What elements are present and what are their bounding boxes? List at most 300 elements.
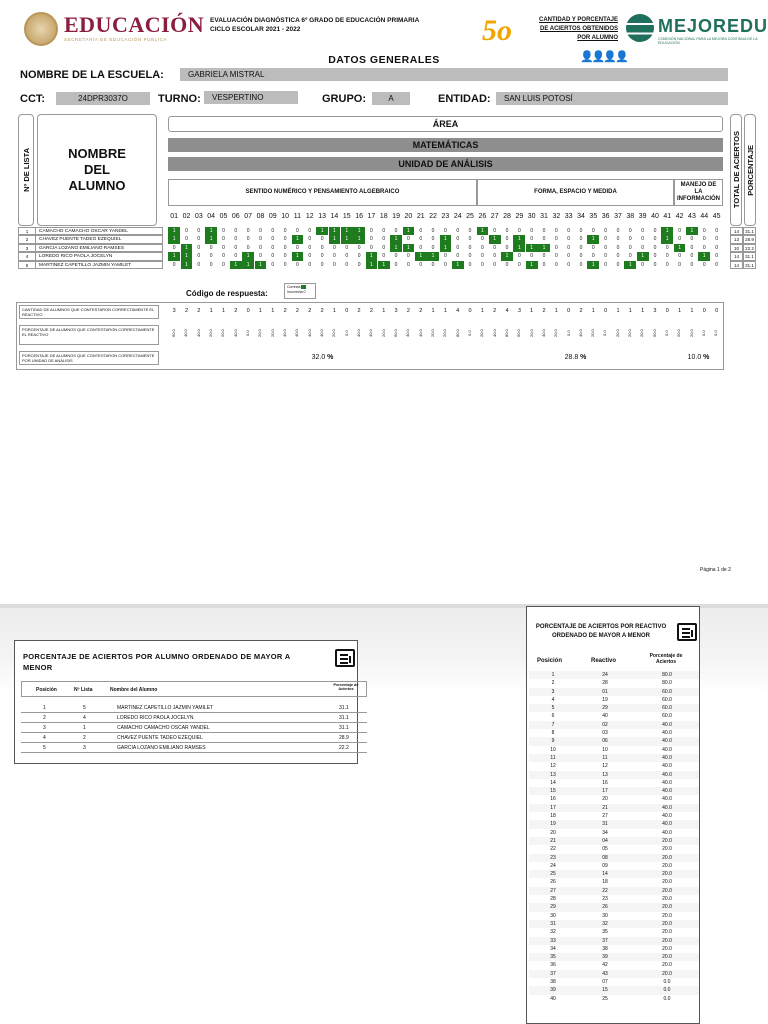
total-header: TOTAL DE ACIERTOS xyxy=(730,114,742,226)
item-number: 07 xyxy=(244,213,253,220)
stat-count: 1 xyxy=(641,308,645,314)
answer-correct: 1 xyxy=(242,252,254,260)
rank-student-name: GARCIA LOZANO EMILIANO RAMSES xyxy=(117,745,206,751)
answer-correct: 1 xyxy=(230,261,242,269)
answer-incorrect: 0 xyxy=(234,244,238,251)
item-rank-reactivo: 14 xyxy=(602,871,608,878)
item-rank-reactivo: 09 xyxy=(602,862,608,869)
answer-incorrect: 0 xyxy=(702,261,706,268)
stat-count: 1 xyxy=(271,308,275,314)
answer-incorrect: 0 xyxy=(690,261,694,268)
answer-incorrect: 0 xyxy=(382,228,386,234)
stat-pct: 40.0 xyxy=(232,329,238,338)
answer-incorrect: 0 xyxy=(197,244,201,251)
rank-percentage: 31.1 xyxy=(339,725,349,731)
answer-incorrect: 0 xyxy=(431,261,435,268)
answer-incorrect: 0 xyxy=(567,261,571,268)
answer-incorrect: 0 xyxy=(419,236,423,243)
stat-count: 1 xyxy=(431,308,435,314)
stat-pct: 20.0 xyxy=(688,329,694,338)
rank-percentage: 31.1 xyxy=(339,705,349,711)
answer-incorrect: 0 xyxy=(357,261,361,268)
item-rank-percentage: 60.0 xyxy=(662,713,672,720)
total-percentage: 31.1 xyxy=(743,252,756,260)
answer-incorrect: 0 xyxy=(480,253,484,260)
answer-correct: 1 xyxy=(353,227,365,235)
stat-count: 3 xyxy=(172,308,176,314)
item-rank-reactivo: 04 xyxy=(602,837,608,844)
answer-incorrect: 0 xyxy=(333,244,336,251)
answer-incorrect: 0 xyxy=(715,244,718,251)
answer-incorrect: 0 xyxy=(715,253,718,260)
totals-column xyxy=(730,227,756,269)
item-rank-reactivo: 38 xyxy=(602,945,608,952)
answer-correct: 1 xyxy=(587,261,599,269)
item-ranking-row xyxy=(529,953,699,961)
item-rank-percentage: 20.0 xyxy=(662,937,672,944)
answer-incorrect: 0 xyxy=(468,261,472,268)
item-ranking-row xyxy=(529,771,699,779)
item-rank-position: 34 xyxy=(550,945,556,952)
item-rank-reactivo: 06 xyxy=(602,738,608,745)
item-rank-reactivo: 35 xyxy=(602,929,608,936)
item-rank-percentage: 20.0 xyxy=(662,854,672,861)
item-ranking-row xyxy=(529,795,699,803)
student-ranking-rows xyxy=(21,703,367,753)
ranking-row xyxy=(21,703,367,713)
answer-incorrect: 0 xyxy=(431,244,435,251)
stat-pct: 20.0 xyxy=(442,329,448,338)
answer-correct: 1 xyxy=(452,261,464,269)
stat-pct: 40.0 xyxy=(577,329,583,338)
list-number: 4 xyxy=(18,252,36,260)
rank-position: 4 xyxy=(43,735,46,741)
item-ranking-rows xyxy=(529,671,699,1003)
item-rank-percentage: 20.0 xyxy=(662,954,672,961)
student-name: CAMACHO CAMACHO OSCAR YANDEL xyxy=(36,227,163,235)
stat-pct: 0.0 xyxy=(466,330,472,337)
item-ranking-row xyxy=(529,862,699,870)
answer-incorrect: 0 xyxy=(517,253,521,260)
answer-incorrect: 0 xyxy=(197,253,201,260)
stat-count: 2 xyxy=(234,308,238,314)
school-name-label: NOMBRE DE LA ESCUELA: xyxy=(20,69,164,81)
answer-incorrect: 0 xyxy=(333,253,336,260)
answer-incorrect: 0 xyxy=(517,261,521,268)
stat-pct: 60.0 xyxy=(651,329,657,338)
answer-incorrect: 0 xyxy=(259,244,262,251)
item-ranking-row xyxy=(529,870,699,878)
answer-incorrect: 0 xyxy=(493,244,497,251)
stat-pct: 0.0 xyxy=(343,330,349,337)
stat-count: 2 xyxy=(295,308,299,314)
item-number: 24 xyxy=(453,213,462,220)
answer-incorrect: 0 xyxy=(616,244,620,251)
answer-incorrect: 0 xyxy=(271,261,275,268)
item-rank-percentage: 40.0 xyxy=(662,754,672,761)
stat-pct: 80.0 xyxy=(503,329,509,338)
answer-incorrect: 0 xyxy=(259,236,262,243)
stat-count: 2 xyxy=(308,308,312,314)
answer-correct: 1 xyxy=(427,252,439,260)
stat-unit-row: 32.0 % 28.8 % 10.0 % xyxy=(311,354,710,361)
answer-incorrect: 0 xyxy=(542,236,546,243)
item-rank-position: 21 xyxy=(550,837,556,844)
stat-pct: 40.0 xyxy=(195,329,201,338)
item-rank-reactivo: 08 xyxy=(602,854,608,861)
answer-correct: 1 xyxy=(390,244,402,252)
answer-row xyxy=(168,227,723,235)
answer-correct: 1 xyxy=(255,261,267,269)
stat-count: 2 xyxy=(197,308,201,314)
item-number: 33 xyxy=(564,213,573,220)
answer-correct: 1 xyxy=(526,244,538,252)
students-group-icon: 👤👤👤👤 xyxy=(580,51,627,63)
answer-incorrect: 0 xyxy=(641,236,645,243)
answer-incorrect: 0 xyxy=(702,228,706,234)
item-rank-percentage: 20.0 xyxy=(662,929,672,936)
answer-row xyxy=(168,244,723,252)
mejoredu-logo: MEJOREDU COMISIÓN NACIONAL PARA LA MEJORA CONTINUA DE LA EDUCACIÓN xyxy=(626,14,766,44)
stat-pct: 0.0 xyxy=(701,330,707,337)
item-ranking-row xyxy=(529,995,699,1003)
answer-incorrect: 0 xyxy=(517,228,521,234)
answer-incorrect: 0 xyxy=(246,244,250,251)
item-ranking-row xyxy=(529,804,699,812)
rank-percentage: 31.1 xyxy=(339,715,349,721)
stat-pct: 40.0 xyxy=(306,329,312,338)
answer-incorrect: 0 xyxy=(653,228,657,234)
item-number: 30 xyxy=(527,213,536,220)
stat-pct-label: PORCENTAJE DE ALUMNOS QUE CONTESTARON CORRECTAMENTE EL REACTIVO xyxy=(19,325,159,345)
item-rank-reactivo: 21 xyxy=(602,804,608,811)
stat-count: 1 xyxy=(690,308,694,314)
answer-incorrect: 0 xyxy=(345,261,349,268)
stat-count-row xyxy=(168,308,723,314)
unit-header: UNIDAD DE ANÁLISIS xyxy=(168,157,723,171)
total-correct: 14 xyxy=(730,261,743,269)
answer-incorrect: 0 xyxy=(715,261,718,268)
stat-pct: 20.0 xyxy=(429,329,435,338)
answer-correct: 1 xyxy=(181,244,193,252)
answer-incorrect: 0 xyxy=(320,236,324,243)
answer-incorrect: 0 xyxy=(665,261,669,268)
item-rank-percentage: 20.0 xyxy=(662,970,672,977)
stat-count: 1 xyxy=(616,308,620,314)
answer-incorrect: 0 xyxy=(567,228,571,234)
item-rank-percentage: 20.0 xyxy=(662,846,672,853)
item-rank-percentage: 20.0 xyxy=(662,904,672,911)
item-number: 36 xyxy=(601,213,610,220)
answer-incorrect: 0 xyxy=(296,261,299,268)
answer-incorrect: 0 xyxy=(715,236,718,243)
item-rank-position: 13 xyxy=(550,771,556,778)
answer-correct: 1 xyxy=(168,227,180,235)
subject-header: MATEMÁTICAS xyxy=(168,138,723,152)
item-rank-reactivo: 26 xyxy=(602,904,608,911)
item-rank-reactivo: 43 xyxy=(602,970,608,977)
answer-incorrect: 0 xyxy=(197,236,201,243)
answer-incorrect: 0 xyxy=(678,228,681,234)
item-rank-position: 28 xyxy=(550,896,556,903)
stat-count: 4 xyxy=(456,308,460,314)
list-number: 2 xyxy=(18,235,36,243)
entidad-value: SAN LUIS POTOSÍ xyxy=(496,92,728,105)
item-rank-reactivo: 34 xyxy=(602,829,608,836)
item-ranking-row xyxy=(529,746,699,754)
report-title: CANTIDAD Y PORCENTAJE DE ACIERTOS OBTENIDOS POR ALUMNO xyxy=(538,17,618,41)
stat-count: 2 xyxy=(320,308,324,314)
total-correct: 14 xyxy=(730,227,743,235)
stat-pct: 20.0 xyxy=(627,329,633,338)
item-number: 19 xyxy=(392,213,400,220)
item-ranking-header: Posición Reactivo Porcentaje de Aciertos xyxy=(537,653,683,665)
item-rank-reactivo: 37 xyxy=(602,937,608,944)
answer-incorrect: 0 xyxy=(567,236,571,243)
evaluation-title: EVALUACIÓN DIAGNÓSTICA 6º GRADO DE EDUCACIÓN PRIMARIA CICLO ESCOLAR 2021 - 2022 xyxy=(210,17,420,33)
item-number: 35 xyxy=(589,213,598,220)
ranking-row xyxy=(21,723,367,733)
answer-incorrect: 0 xyxy=(480,244,484,251)
item-rank-percentage: 0.0 xyxy=(663,987,671,994)
answer-correct: 1 xyxy=(440,244,452,252)
educacion-wordmark: EDUCACIÓN xyxy=(64,12,205,37)
item-rank-reactivo: 22 xyxy=(602,887,608,894)
item-rank-percentage: 40.0 xyxy=(662,763,672,770)
unit1-pct: 32.0 xyxy=(311,354,326,361)
total-percentage: 22.2 xyxy=(743,244,756,252)
item-number: 28 xyxy=(503,213,511,220)
stat-pct: 40.0 xyxy=(405,329,411,338)
rank-percentage: 22.2 xyxy=(339,745,349,751)
stat-pct: 40.0 xyxy=(540,329,546,338)
answer-incorrect: 0 xyxy=(209,253,213,260)
answer-incorrect: 0 xyxy=(394,261,398,268)
stat-unit-label: PORCENTAJE DE ALUMNOS QUE CONTESTARON CORRECTAMENTE POR UNIDAD DE ANÁLISIS xyxy=(19,351,159,365)
item-number: 40 xyxy=(651,213,659,220)
item-rank-reactivo: 31 xyxy=(602,821,608,828)
item-rank-position: 16 xyxy=(550,796,556,803)
stat-pct: 0.0 xyxy=(713,330,719,337)
answer-incorrect: 0 xyxy=(431,236,435,243)
ranking-row xyxy=(21,743,367,753)
item-number: 06 xyxy=(231,213,240,220)
stat-count: 2 xyxy=(542,308,546,314)
item-rank-position: 26 xyxy=(550,879,556,886)
item-number: 22 xyxy=(429,213,437,220)
item-rank-position: 25 xyxy=(550,871,556,878)
answer-incorrect: 0 xyxy=(382,244,386,251)
correct-swatch-icon xyxy=(301,285,306,289)
stat-count: 2 xyxy=(184,308,189,314)
item-ranking-row xyxy=(529,820,699,828)
total-row xyxy=(730,252,756,260)
item-number: 31 xyxy=(540,213,548,220)
school-name-value: GABRIELA MISTRAL xyxy=(180,68,728,81)
item-ranking-row xyxy=(529,845,699,853)
answer-incorrect: 0 xyxy=(530,253,534,260)
stat-pct: 20.0 xyxy=(676,329,682,338)
answer-incorrect: 0 xyxy=(542,253,546,260)
item-rank-position: 23 xyxy=(550,854,556,861)
item-rank-reactivo: 23 xyxy=(602,896,608,903)
item-rank-reactivo: 03 xyxy=(602,730,608,737)
item-ranking-row xyxy=(529,737,699,745)
item-number: 03 xyxy=(194,213,203,220)
rank-student-name: MARTINEZ CAPETILLO JAZMIN YAMILET xyxy=(117,705,214,711)
rank-list-number: 1 xyxy=(83,725,86,731)
item-rank-percentage: 20.0 xyxy=(662,920,672,927)
answer-incorrect: 0 xyxy=(456,228,460,234)
answer-incorrect: 0 xyxy=(554,261,558,268)
list-number: 1 xyxy=(18,227,36,235)
item-ranking-card xyxy=(526,606,700,1024)
answer-correct: 1 xyxy=(242,261,254,269)
item-ranking-row xyxy=(529,945,699,953)
mejoredu-symbol-icon xyxy=(626,14,654,42)
item-ranking-row xyxy=(529,712,699,720)
item-rank-percentage: 40.0 xyxy=(662,771,672,778)
answer-incorrect: 0 xyxy=(443,261,447,268)
answer-incorrect: 0 xyxy=(443,253,447,260)
answer-incorrect: 0 xyxy=(320,253,324,260)
answer-incorrect: 0 xyxy=(505,228,509,234)
answer-incorrect: 0 xyxy=(271,228,275,234)
item-rank-percentage: 40.0 xyxy=(662,813,672,820)
answer-incorrect: 0 xyxy=(579,236,583,243)
answer-incorrect: 0 xyxy=(308,228,312,234)
answer-incorrect: 0 xyxy=(641,261,645,268)
answer-incorrect: 0 xyxy=(505,236,509,243)
item-rank-position: 8 xyxy=(551,730,555,737)
stat-pct: 20.0 xyxy=(590,329,596,338)
item-rank-reactivo: 28 xyxy=(602,680,608,687)
answer-incorrect: 0 xyxy=(702,244,706,251)
list-number: 5 xyxy=(18,261,36,269)
stat-count: 0 xyxy=(715,308,719,314)
answer-incorrect: 0 xyxy=(382,236,386,243)
item-number: 16 xyxy=(355,213,363,220)
unit2-pct: 28.8 xyxy=(564,354,579,361)
item-number: 01 xyxy=(170,213,179,220)
rank-student-name: LOREDO RICO PAOLA JOCELYN xyxy=(117,715,194,721)
answer-incorrect: 0 xyxy=(468,228,472,234)
item-rank-percentage: 40.0 xyxy=(662,730,672,737)
stat-count: 1 xyxy=(443,308,447,314)
answer-incorrect: 0 xyxy=(283,236,287,243)
item-ranking-row xyxy=(529,721,699,729)
total-row xyxy=(730,261,756,269)
stat-pct: 60.0 xyxy=(392,329,398,338)
item-rank-percentage: 80.0 xyxy=(662,680,672,687)
item-rank-position: 14 xyxy=(550,779,556,786)
stat-count: 2 xyxy=(283,308,287,314)
answer-incorrect: 0 xyxy=(554,244,558,251)
item-rank-position: 15 xyxy=(550,788,556,795)
answer-incorrect: 0 xyxy=(468,253,472,260)
item-number: 25 xyxy=(466,213,474,220)
answer-incorrect: 0 xyxy=(222,228,225,234)
item-rank-reactivo: 16 xyxy=(602,779,608,786)
answer-incorrect: 0 xyxy=(554,236,558,243)
student-list xyxy=(18,227,163,269)
stat-count: 0 xyxy=(345,308,349,314)
answer-incorrect: 0 xyxy=(419,244,423,251)
item-number: 26 xyxy=(478,213,487,220)
answer-correct: 1 xyxy=(637,252,649,260)
answer-incorrect: 0 xyxy=(653,244,657,251)
unit-sentido-numerico: SENTIDO NUMÉRICO Y PENSAMIENTO ALGEBRAICO xyxy=(168,179,477,206)
answer-correct: 1 xyxy=(587,235,599,243)
student-row xyxy=(18,235,163,243)
answer-incorrect: 0 xyxy=(234,228,238,234)
item-rank-percentage: 20.0 xyxy=(662,962,672,969)
item-rank-position: 1 xyxy=(551,672,555,678)
stat-pct: 20.0 xyxy=(380,329,386,338)
stat-pct: 40.0 xyxy=(491,329,497,338)
stat-pct: 40.0 xyxy=(417,329,423,338)
answer-correct: 1 xyxy=(390,235,402,243)
item-number: 17 xyxy=(367,213,376,220)
answer-incorrect: 0 xyxy=(567,253,571,260)
rank-student-name: CAMACHO CAMACHO OSCAR YANDEL xyxy=(117,725,210,731)
stat-count: 1 xyxy=(382,308,386,314)
answer-incorrect: 0 xyxy=(308,236,312,243)
rank-student-name: CHAVEZ PUENTE TADEO EZEQUIEL xyxy=(117,735,203,741)
answer-correct: 1 xyxy=(366,261,378,269)
answer-incorrect: 0 xyxy=(172,261,176,268)
answer-incorrect: 0 xyxy=(591,228,595,234)
item-number: 29 xyxy=(515,213,524,220)
answer-incorrect: 0 xyxy=(542,228,546,234)
item-rank-position: 40 xyxy=(550,995,556,1002)
answer-incorrect: 0 xyxy=(456,244,460,251)
item-ranking-row xyxy=(529,903,699,911)
answer-correct: 1 xyxy=(205,227,217,235)
list-number: 3 xyxy=(18,244,36,252)
answer-incorrect: 0 xyxy=(308,253,312,260)
answer-incorrect: 0 xyxy=(604,228,608,234)
item-ranking-row xyxy=(529,978,699,986)
stat-count: 3 xyxy=(517,308,521,314)
ranking-row xyxy=(21,733,367,743)
answer-incorrect: 0 xyxy=(419,228,423,234)
stat-pct: 60.0 xyxy=(516,329,522,338)
item-rank-percentage: 20.0 xyxy=(662,912,672,919)
item-rank-percentage: 20.0 xyxy=(662,896,672,903)
answer-incorrect: 0 xyxy=(678,261,681,268)
answer-incorrect: 0 xyxy=(480,261,484,268)
total-row xyxy=(730,227,756,235)
answer-incorrect: 0 xyxy=(357,244,361,251)
item-rank-position: 6 xyxy=(551,713,555,720)
answer-incorrect: 0 xyxy=(678,253,681,260)
item-rank-percentage: 40.0 xyxy=(662,788,672,795)
stat-count: 1 xyxy=(209,308,213,314)
stat-pct: 20.0 xyxy=(479,329,485,338)
answer-correct: 1 xyxy=(526,261,538,269)
student-ranking-card xyxy=(14,640,358,764)
answer-correct: 1 xyxy=(366,252,378,260)
item-rank-reactivo: 11 xyxy=(602,754,608,761)
item-rank-reactivo: 19 xyxy=(602,696,608,703)
item-number: 21 xyxy=(416,213,425,220)
item-rank-reactivo: 39 xyxy=(602,954,608,961)
item-number: 18 xyxy=(379,213,388,220)
answer-incorrect: 0 xyxy=(653,253,657,260)
item-rank-position: 39 xyxy=(550,987,556,994)
answer-incorrect: 0 xyxy=(308,261,312,268)
